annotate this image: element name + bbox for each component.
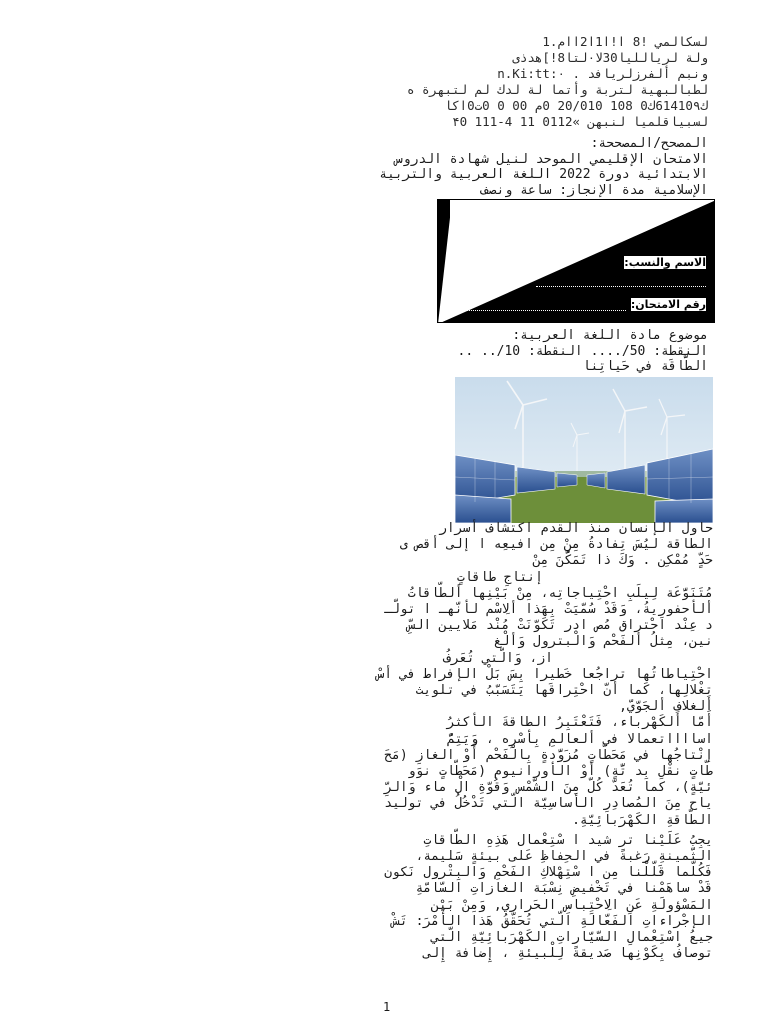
solar-wind-illustration (455, 377, 713, 523)
solar-panels-wind-turbines-photo (455, 377, 713, 523)
header-line: ونبم ألفرزلريافد . ٠:n.Ki:tt (497, 66, 708, 81)
text-line: نين، مِثلُ ألفَحْم وَالْبترول وَألْغ (493, 634, 713, 650)
header-line: ك61410۹ك0 108 20/010 0م 00 0 0ت0اكا (444, 98, 708, 113)
text-line: ألغلافِ ألجَوّيّ, (619, 699, 713, 715)
text-line: ئيّةٍ)، كما تُعَدّ كُلّ مِنَ الشّمْس وَقُوّةِ الْ ماء وَالرِّ (384, 780, 713, 796)
exam-title-block (68, 136, 708, 198)
name-dotted-line[interactable] (536, 286, 706, 287)
text-line: فَكُلّما قَلّلْنا مِن ا سْتِهْلاكِ الفَحْمِ وَالبِتْرول نَكون (384, 865, 713, 881)
name-label: الاسم والنسب: (624, 256, 706, 269)
exam-number-label: رقم الامتحان: (630, 298, 706, 311)
text-line: قَدْ ساهَمْنا في تَخْفيضِ نِسْبَة الغازاتِ السّامّةِ (415, 881, 713, 897)
exam-title-line: الابتدائية دورة 2022 اللغة العربية والتربية (379, 167, 708, 182)
text-line: إنتاجِ طاقاتٍ (456, 569, 543, 585)
text-line: الطّاقةِ الكَهْرَبائِيّةِ. (572, 812, 713, 828)
text-line: حَدٍّ مُمْكِن . وَكَ ذا تَمَكُّنَ مِنْ (532, 553, 713, 569)
score-line: النقطة: 50/.... النقطة: 10/.. .. (457, 343, 708, 359)
text-title: الطَّاقَة في حَياتِنا (582, 359, 708, 374)
header-line: لسبياقلميا لنبهن »0112 11 4-111 ۴0 (452, 114, 708, 129)
text-line: احْتِياطاتُها تراجُعا خَطيرا بِسَ بَلْ الإفراط في أسْ (376, 666, 713, 682)
text-line: يجِبُ عَلَيْنا تر شيد ا سْتِعْمال هَذِهِ الطّاقاتِ (423, 832, 713, 848)
header-line: لطبالبهية لتربة وأتما لة لدك لم لتبهرة ه (406, 82, 708, 97)
text-line: أَمّا ألكَهْرباء، فَتَعْتَبِرُ الطاقةَ الأكثرُ (446, 715, 713, 731)
text-line: ياح مِنَ المُصادِرِ الأساسِيّة الّتي تَدْخُلُ في توليد (384, 796, 713, 812)
text-line: طّاتٍ نقْلِ بِد تَّةٍ) أوْ الأورانيوم (مَحَطّاتٍ نوَو (407, 764, 713, 780)
header-garbled-lines (68, 34, 708, 130)
text-line: الإجْراءاتِ الفَعّالَةِ الّتي تُحَقّقُ هَذا الأَمْرَ: تَشْ (392, 913, 713, 929)
text-line: تِغْلالِها، كَما أنّ احْتِراقَها يَتَسَبّبُ في تلويث (415, 683, 713, 699)
candidate-id-box (437, 199, 715, 323)
text-line: الثّمينةِ رَغبةً في الحِفاظِ عَلى بيئةٍ سَليمة، (415, 849, 713, 865)
text-line: المَسْؤولَةِ عَنِ الِاحْتِباسِ الحَراري, وَمِنْ بَيْن (431, 897, 713, 913)
text-line: د عِنْد احْتراق مُص ادر تَكَوّنَتْ مُنْد مَلايين السِّ (407, 618, 713, 634)
exam-number-dotted-line[interactable] (466, 310, 626, 311)
text-line: مُتَنَوَّعَة لِيلَبِ احْتِياجاتِه، مِنْ بَيْنِها ألطّاقاتُ (407, 585, 713, 601)
header-line: لسكالمي !8 ا!ا1ا2اام.1 (542, 34, 708, 49)
corrector-label: المصحح/المصححة: (590, 136, 708, 151)
text-line: از، وَالّتي تُعَرفُ (443, 650, 553, 666)
text-line: اسااااتعمالا في ألعالمِ بِأسْرِه ، وَيَتِمُّ (446, 731, 713, 747)
text-line: توصافُ بِكَوْنِها صَديقةً لِلْبيئةِ ، إِضافة إِلى (423, 946, 713, 962)
text-line: الطاقة ليُسَ تِفادةُ مِنْ مِن افيعِه ا إلى أقص ى (399, 537, 713, 553)
exam-title-line: الامتحان الإقليمي الموحد لنيل شهادة الدروس (394, 151, 708, 167)
exam-duration-line: الإسلامية مدة الإنجاز: ساعة ونصف (481, 182, 708, 198)
subject-title: موضوع مادة اللغة العربية: (512, 328, 708, 343)
page-number: 1 (383, 1000, 391, 1014)
text-line: جيعُ اسْتِعْمالِ السّيّاراتِ الكَهْرَبائِيّةِ الّتي (431, 930, 713, 946)
text-line: إنْتاجُها في مَحَطّاتٍ مُزَوَّدةٍ بِالْفَحْم أَوْ الغازِ (مَحَ (384, 747, 713, 763)
reading-text (73, 521, 713, 962)
text-line: حاول الإنسان منذ القدم اكتشاف أسرار (439, 521, 713, 536)
header-line: ولة لريالليا30لا٠لتا8!]هدذى (512, 50, 708, 65)
text-line: ألأحفورِيةُ، وَقَدْ سُمّيَتْ بِهَذا ألِاسْم لأنّهـ ا تولّـ (384, 602, 713, 618)
subject-block (68, 328, 708, 375)
